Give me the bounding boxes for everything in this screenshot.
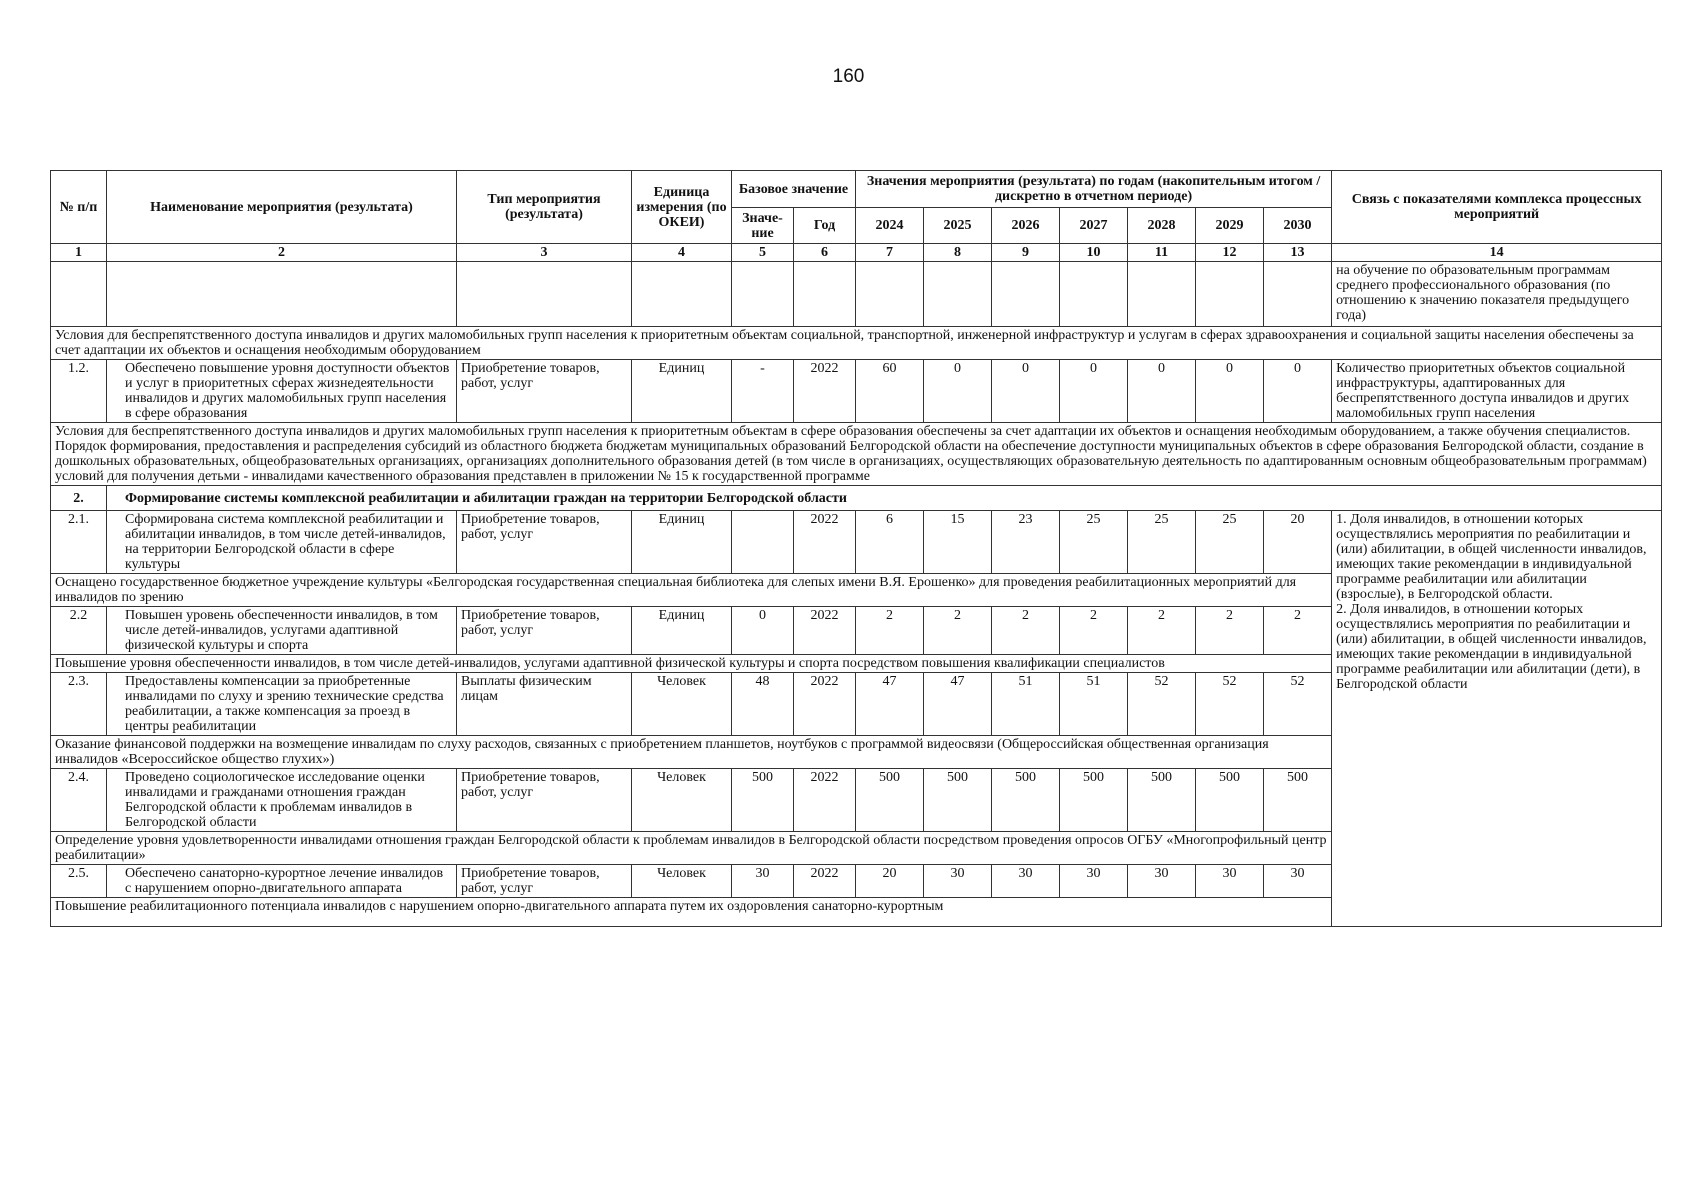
description-text: Определение уровня удовлетворенности инвалидами отношения граждан Белгородской области к проблемам инвалидов в Белгородской области посредством проведения опросов ОГБУ «Многопрофильный центр реабилитации»	[51, 832, 1332, 865]
column-number: 7	[856, 244, 924, 262]
header-row-1	[51, 171, 1662, 208]
column-number: 5	[732, 244, 794, 262]
description-text: Условия для беспрепятственного доступа инвалидов и других маломобильных групп населения к приоритетным объектам в сфере образования обеспечены за счет адаптации их объектов и оснащения необходимым оборудованием, а также обучения специалистов.	[55, 424, 1631, 439]
column-number: 11	[1128, 244, 1196, 262]
year-value: 2	[1196, 607, 1264, 655]
year-value: 2	[1264, 607, 1332, 655]
indicator-links: 1. Доля инвалидов, в отношении которых осуществлялись мероприятия по реабилитации и (или) абилитации, в общей численности инвалидов, имеющих такие рекомендации в индивидуальной программе реабилитации или абилитации (взрослые), в Белгородской области. 2. Доля инвалидов, в отношении которых осуществлялись мероприятия по реабилитации и (или) абилитации, в общей численности инвалидов, имеющих такие рекомендации в индивидуальной программе реабилитации или абилитации (дети), в Белгородской области	[1332, 511, 1662, 927]
indicator-link: Количество приоритетных объектов социальной инфраструктуры, адаптированных для беспрепятственного доступа инвалидов и других маломобильных групп населения	[1332, 360, 1662, 423]
year-value: 60	[856, 360, 924, 423]
column-number: 3	[457, 244, 632, 262]
row-number: 2.2	[51, 607, 107, 655]
measure-unit: Человек	[632, 673, 732, 736]
col-header-base-value: Значе-ние	[732, 208, 794, 244]
description-text: Порядок формирования, предоставления и распределения субсидий из областного бюджета бюджетам муниципальных образований Белгородской области на обеспечение доступности муниципальных объектов в сфере образования Белгородской области, создание в дошкольных образовательных, общеобразовательных организациях, организациях дополнительного образования детей (в том числе в организациях, осуществляющих образовательную деятельность по адаптированным основным общеобразовательным программам) условий для получения детьми - инвалидами качественного образования представлен в приложении № 15 к государственной программе	[55, 439, 1647, 484]
year-value: 30	[924, 865, 992, 898]
year-value: 25	[1196, 511, 1264, 574]
col-header-links: Связь с показателями комплекса процессных мероприятий	[1332, 171, 1662, 244]
measures-table	[50, 170, 1662, 927]
col-header-year: 2024	[856, 208, 924, 244]
description-text: Оснащено государственное бюджетное учреждение культуры «Белгородская государственная специальная библиотека для слепых имени В.Я. Ерошенко» для проведения реабилитационных мероприятий для инвалидов по зрению	[51, 574, 1332, 607]
description-text: Оказание финансовой поддержки на возмещение инвалидам по слуху расходов, связанных с приобретением планшетов, ноутбуков с программой видеосвязи (Общероссийская общественная организация инвалидов «Всероссийское общество глухих»)	[51, 736, 1332, 769]
base-year: 2022	[794, 360, 856, 423]
measure-unit: Единиц	[632, 360, 732, 423]
year-value: 0	[924, 360, 992, 423]
col-header-unit: Единица измерения (по ОКЕИ)	[632, 171, 732, 244]
column-number: 8	[924, 244, 992, 262]
year-value: 500	[1128, 769, 1196, 832]
base-value: 48	[732, 673, 794, 736]
base-value: 30	[732, 865, 794, 898]
year-value: 500	[1264, 769, 1332, 832]
col-header-base-year: Год	[794, 208, 856, 244]
description-text: Повышение реабилитационного потенциала инвалидов с нарушением опорно-двигательного аппарата путем их оздоровления санаторно-курортным	[51, 898, 1662, 927]
year-value: 2	[992, 607, 1060, 655]
row-number: 2.4.	[51, 769, 107, 832]
base-year: 2022	[794, 511, 856, 574]
base-value: 500	[732, 769, 794, 832]
table-row	[51, 511, 1662, 574]
section-number: 2.	[51, 486, 107, 511]
measure-name: Обеспечено санаторно-курортное лечение инвалидов с нарушением опорно-двигательного аппарата	[107, 865, 457, 898]
description-text: Повышение уровня обеспеченности инвалидов, в том числе детей-инвалидов, услугами адаптивной физической культуры и спорта посредством повышения квалификации специалистов	[51, 655, 1332, 673]
year-value: 51	[992, 673, 1060, 736]
year-value: 30	[1060, 865, 1128, 898]
measure-unit: Человек	[632, 865, 732, 898]
col-header-num: № п/п	[51, 171, 107, 244]
col-header-type: Тип мероприятия (результата)	[457, 171, 632, 244]
year-value: 0	[992, 360, 1060, 423]
year-value: 30	[1196, 865, 1264, 898]
measure-name: Повышен уровень обеспеченности инвалидов, в том числе детей-инвалидов, услугами адаптивной физической культуры и спорта	[107, 607, 457, 655]
col-header-year: 2030	[1264, 208, 1332, 244]
year-value: 500	[856, 769, 924, 832]
base-year: 2022	[794, 673, 856, 736]
year-value: 30	[992, 865, 1060, 898]
year-value: 0	[1196, 360, 1264, 423]
year-value: 25	[1060, 511, 1128, 574]
year-value: 6	[856, 511, 924, 574]
row-number: 2.5.	[51, 865, 107, 898]
column-number: 12	[1196, 244, 1264, 262]
year-value: 47	[924, 673, 992, 736]
column-numbers-row	[51, 244, 1662, 262]
continuation-text: на обучение по образовательным программам среднего профессионального образования (по отношению к значению показателя предыдущего года)	[1332, 262, 1662, 327]
year-value: 30	[1128, 865, 1196, 898]
column-number: 6	[794, 244, 856, 262]
col-header-base: Базовое значение	[732, 171, 856, 208]
col-header-year: 2026	[992, 208, 1060, 244]
base-year: 2022	[794, 607, 856, 655]
base-value: -	[732, 360, 794, 423]
year-value: 0	[1060, 360, 1128, 423]
page-number: 160	[832, 66, 865, 87]
row-number: 1.2.	[51, 360, 107, 423]
base-year: 2022	[794, 769, 856, 832]
base-value	[732, 511, 794, 574]
year-value: 20	[856, 865, 924, 898]
measure-name: Сформирована система комплексной реабилитации и абилитации инвалидов, в том числе детей-инвалидов, на территории Белгородской области в сфере культуры	[107, 511, 457, 574]
section-row	[51, 486, 1662, 511]
year-value: 500	[1060, 769, 1128, 832]
measure-unit: Единиц	[632, 607, 732, 655]
continuation-row	[51, 262, 1662, 327]
col-header-values: Значения мероприятия (результата) по годам (накопительным итогом / дискретно в отчетном периоде)	[856, 171, 1332, 208]
year-value: 52	[1264, 673, 1332, 736]
year-value: 15	[924, 511, 992, 574]
measure-unit: Человек	[632, 769, 732, 832]
column-number: 14	[1332, 244, 1662, 262]
year-value: 2	[924, 607, 992, 655]
year-value: 500	[1196, 769, 1264, 832]
base-value: 0	[732, 607, 794, 655]
col-header-name: Наименование мероприятия (результата)	[107, 171, 457, 244]
measure-type: Выплаты физическим лицам	[457, 673, 632, 736]
measure-type: Приобретение товаров, работ, услуг	[457, 360, 632, 423]
base-year: 2022	[794, 865, 856, 898]
col-header-year: 2027	[1060, 208, 1128, 244]
description-row	[51, 423, 1662, 486]
column-number: 10	[1060, 244, 1128, 262]
col-header-year: 2025	[924, 208, 992, 244]
year-value: 2	[856, 607, 924, 655]
measure-type: Приобретение товаров, работ, услуг	[457, 769, 632, 832]
description-text: Условия для беспрепятственного доступа инвалидов и других маломобильных групп населения к приоритетным объектам социальной, транспортной, инженерной инфраструктур и услугам в сферах здравоохранения и социальной защиты населения обеспечены за счет адаптации их объектов и оснащения необходимым оборудованием	[51, 327, 1662, 360]
measure-type: Приобретение товаров, работ, услуг	[457, 607, 632, 655]
column-number: 4	[632, 244, 732, 262]
year-value: 20	[1264, 511, 1332, 574]
column-number: 9	[992, 244, 1060, 262]
year-value: 23	[992, 511, 1060, 574]
year-value: 25	[1128, 511, 1196, 574]
column-number: 13	[1264, 244, 1332, 262]
description-row	[51, 327, 1662, 360]
col-header-year: 2028	[1128, 208, 1196, 244]
year-value: 0	[1128, 360, 1196, 423]
row-number: 2.3.	[51, 673, 107, 736]
column-number: 1	[51, 244, 107, 262]
year-value: 0	[1264, 360, 1332, 423]
table-row	[51, 360, 1662, 423]
section-title: Формирование системы комплексной реабилитации и абилитации граждан на территории Белгородской области	[107, 486, 1662, 511]
year-value: 51	[1060, 673, 1128, 736]
year-value: 30	[1264, 865, 1332, 898]
measure-name: Предоставлены компенсации за приобретенные инвалидами по слуху и зрению технические средства реабилитации, а также компенсация за проезд в центры реабилитации	[107, 673, 457, 736]
year-value: 2	[1128, 607, 1196, 655]
row-number: 2.1.	[51, 511, 107, 574]
measure-name: Проведено социологическое исследование оценки инвалидами и гражданами отношения граждан Белгородской области к проблемам инвалидов в Белгородской области	[107, 769, 457, 832]
col-header-year: 2029	[1196, 208, 1264, 244]
year-value: 2	[1060, 607, 1128, 655]
year-value: 47	[856, 673, 924, 736]
measure-unit: Единиц	[632, 511, 732, 574]
measure-name: Обеспечено повышение уровня доступности объектов и услуг в приоритетных сферах жизнедеятельности инвалидов и других маломобильных групп населения в сфере образования	[107, 360, 457, 423]
year-value: 52	[1128, 673, 1196, 736]
column-number: 2	[107, 244, 457, 262]
description-row	[51, 898, 1662, 927]
measure-type: Приобретение товаров, работ, услуг	[457, 511, 632, 574]
year-value: 52	[1196, 673, 1264, 736]
year-value: 500	[992, 769, 1060, 832]
year-value: 500	[924, 769, 992, 832]
measure-type: Приобретение товаров, работ, услуг	[457, 865, 632, 898]
